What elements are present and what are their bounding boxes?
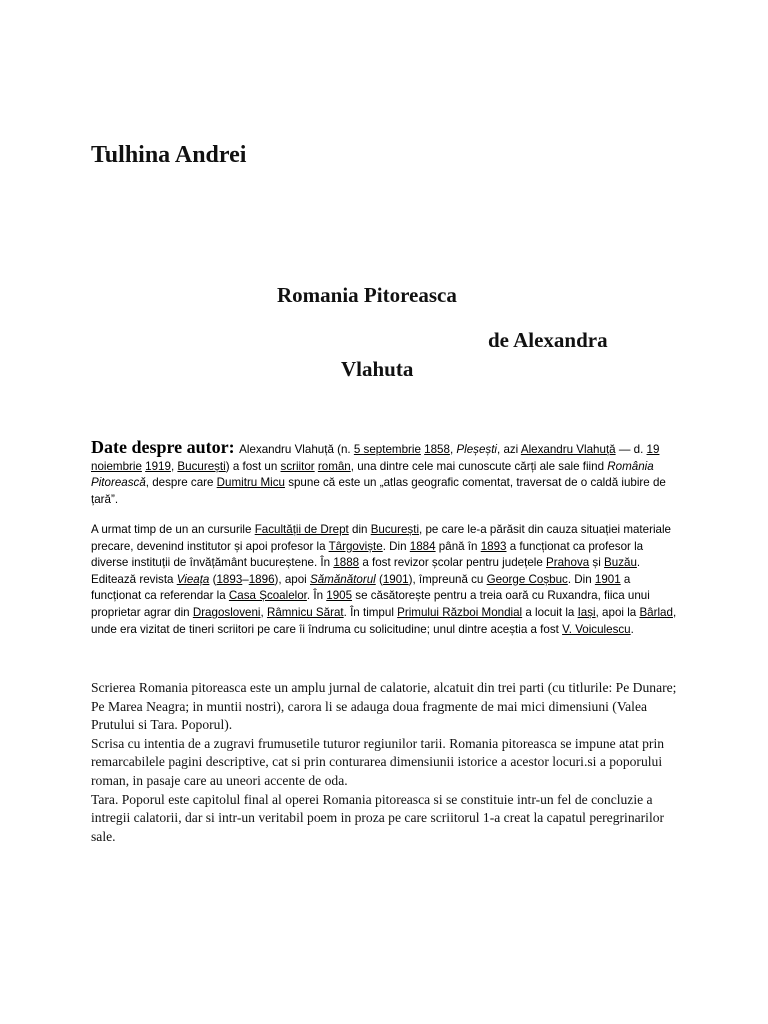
bio-link[interactable]: Dragosloveni bbox=[192, 605, 261, 619]
bio-italic-text: România Pitorească bbox=[91, 459, 654, 490]
bio-link[interactable]: Târgoviște bbox=[328, 539, 383, 553]
bio-text: . În timpul bbox=[343, 605, 398, 619]
bio-text: – bbox=[242, 572, 249, 586]
bio-link[interactable]: Casa Școalelor bbox=[228, 589, 307, 603]
bio-text: , apoi la bbox=[595, 605, 640, 619]
bio-text: , bbox=[260, 605, 267, 619]
bio-link[interactable]: Sămănătorul bbox=[309, 572, 376, 586]
bio-text: A urmat timp de un an cursurile bbox=[91, 523, 255, 536]
bio-text: — d. bbox=[615, 443, 647, 456]
bio-text: , pe care le-a părăsit din cauza situației materiale precare, devenind institutor și apoi profesor la bbox=[91, 523, 672, 553]
bio-text: se căsătorește pentru a treia oară cu Ruxandra, fiica unui proprietar agrar din bbox=[91, 589, 650, 619]
bio-link[interactable]: Râmnicu Sărat bbox=[266, 605, 344, 619]
bio-text: spune că este un „atlas geografic comentat, traversat de o caldă iubire de țară”. bbox=[91, 476, 666, 506]
bio-text: ( bbox=[209, 572, 217, 586]
bio-link[interactable]: București bbox=[370, 523, 420, 536]
bio-text: Alexandru Vlahuță (n. bbox=[239, 443, 354, 456]
bio-link[interactable]: Iași bbox=[577, 605, 596, 619]
bio-link[interactable]: Bârlad bbox=[639, 605, 673, 619]
bio-link[interactable]: 1896 bbox=[248, 572, 275, 586]
bio-link[interactable]: Facultății de Drept bbox=[254, 523, 349, 536]
bio-text: până în bbox=[435, 539, 481, 553]
bio-link[interactable]: 1901 bbox=[382, 572, 409, 586]
bio-text: a locuit la bbox=[522, 605, 578, 619]
author-bio-paragraph-2 bbox=[91, 522, 683, 638]
bio-link[interactable]: V. Voiculescu bbox=[562, 622, 631, 636]
bio-text: ( bbox=[375, 572, 383, 586]
bio-italic-text: Pleșești bbox=[456, 443, 497, 456]
bio-text: , bbox=[170, 459, 178, 473]
essay-body bbox=[91, 679, 691, 846]
bio-text: și bbox=[589, 556, 605, 570]
bio-text: , despre care bbox=[145, 476, 217, 490]
bio-link[interactable]: Alexandru Vlahuță bbox=[520, 443, 616, 456]
bio-text: ), apoi bbox=[274, 572, 310, 586]
essay-paragraph: Tara. Poporul este capitolul final al operei Romania pitoreasca si se constituie intr-un fel de concluzie a intregii calatorii, dar si intr-un veritabil poem in proza pe care scriitorul 1-a creat la capatul peregrinarilor sale. bbox=[91, 791, 665, 844]
bio-link[interactable]: 1858 bbox=[424, 443, 450, 456]
bio-link[interactable]: 1888 bbox=[333, 556, 360, 570]
bio-link[interactable]: 19 noiembrie bbox=[91, 443, 660, 473]
bio-text: . Editează revista bbox=[91, 556, 641, 586]
byline-second-line: Vlahuta bbox=[341, 357, 414, 381]
bio-link[interactable]: Dumitru Micu bbox=[216, 476, 285, 490]
bio-link[interactable]: 1884 bbox=[409, 539, 436, 553]
bio-text: ), împreună cu bbox=[408, 572, 487, 586]
bio-text: . Din bbox=[567, 572, 595, 586]
bio-link[interactable]: București bbox=[177, 459, 226, 473]
bio-text: a funcționat ca profesor la diverse instituții de învățământ bucureștene. În bbox=[91, 539, 644, 570]
bio-link[interactable]: român bbox=[317, 459, 351, 473]
bio-text: a fost revizor școlar pentru județele bbox=[359, 556, 547, 570]
bio-link[interactable]: Prahova bbox=[546, 556, 590, 570]
bio-link[interactable]: Primului Război Mondial bbox=[397, 605, 523, 619]
bio-link[interactable]: 1919 bbox=[145, 459, 171, 473]
bio-text: . În bbox=[306, 589, 327, 603]
bio-link[interactable]: 1905 bbox=[326, 589, 353, 603]
essay-paragraph: Scrierea Romania pitoreasca este un amplu jurnal de calatorie, alcatuit din trei parti (cu titlurile: Pe Dunare; Pe Marea Neagra; in muntii nostri), carora li se adauga doua fragmente de mai mici dimensiuni (Valea Prutului si Tara. Poporul). bbox=[91, 680, 677, 733]
bio-link[interactable]: 1901 bbox=[594, 572, 621, 586]
bio-lead-label: Date despre autor: bbox=[91, 437, 240, 457]
bio-link[interactable]: 1893 bbox=[480, 539, 507, 553]
bio-text: , bbox=[449, 443, 457, 456]
bio-text: ) a fost un bbox=[225, 459, 281, 473]
author-name: Tulhina Andrei bbox=[91, 142, 247, 168]
bio-link[interactable]: Buzău bbox=[604, 556, 637, 570]
bio-link[interactable]: George Coșbuc bbox=[486, 572, 568, 586]
bio-link[interactable]: scriitor bbox=[280, 459, 315, 473]
bio-link[interactable]: 1893 bbox=[216, 572, 243, 586]
bio-text: din bbox=[348, 523, 371, 536]
bio-text: , una dintre cele mai cunoscute cărți ale sale fiind bbox=[350, 459, 608, 473]
bio-text: , azi bbox=[497, 443, 521, 456]
author-bio-paragraph-1 bbox=[91, 439, 683, 508]
document-title: Romania Pitoreasca bbox=[277, 283, 457, 307]
bio-text: , unde era vizitat de tineri scriitori pe care îi îndruma cu solicitudine; unul dintre aceștia a fost bbox=[91, 605, 677, 636]
bio-text: . Din bbox=[382, 539, 410, 553]
byline-first-line: de Alexandra bbox=[488, 328, 608, 352]
bio-link[interactable]: Vieața bbox=[176, 572, 210, 586]
bio-text: . bbox=[630, 622, 634, 636]
bio-link[interactable]: 5 septembrie bbox=[353, 443, 421, 456]
essay-paragraph: Scrisa cu intentia de a zugravi frumusetile tuturor regiunilor tarii. Romania pitoreasca se impune atat prin remarcabilele pagini descriptive, cat si prin conturarea dimensiunii istorice a acestor locuri.si a poporului roman, in pasaje care au uneori accente de oda. bbox=[91, 735, 665, 788]
bio-text: a funcționat ca referendar la bbox=[91, 572, 631, 603]
